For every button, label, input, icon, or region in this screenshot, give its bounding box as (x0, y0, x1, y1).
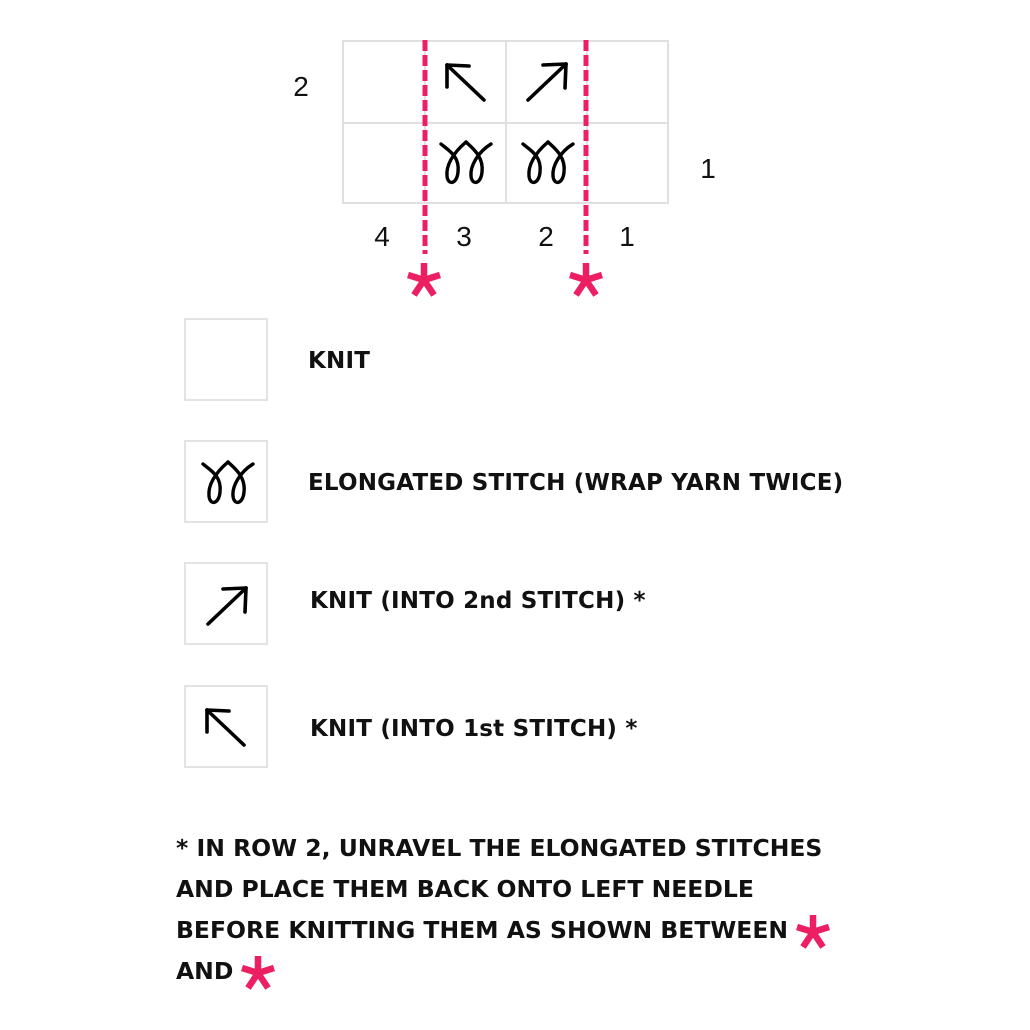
repeat-line-right (581, 40, 591, 254)
footnote (176, 828, 936, 992)
footnote-line-text: AND (176, 957, 234, 985)
footnote-line (176, 910, 936, 951)
stitch-chart-grid (342, 40, 669, 204)
repeat-marker-asterisk-icon (794, 914, 832, 950)
elongated-stitch-icon (200, 458, 256, 510)
footnote-line: AND PLACE THEM BACK ONTO LEFT NEEDLE (176, 875, 754, 903)
legend-symbol-knit (184, 318, 268, 401)
repeat-marker-asterisk-icon (568, 262, 604, 298)
column-label-2: 2 (538, 221, 554, 252)
footnote-line (176, 951, 936, 992)
arrow-up-left-icon (440, 58, 492, 106)
arrow-up-left-icon (200, 703, 252, 751)
legend-label-knit-1st: KNIT (INTO 1st STITCH) * (310, 716, 638, 742)
footnote-line: * IN ROW 2, UNRAVEL THE ELONGATED STITCHES (176, 834, 823, 862)
legend-symbol-knit-2nd (184, 562, 268, 645)
column-label-4: 4 (374, 221, 390, 252)
arrow-up-right-icon (522, 56, 574, 104)
legend-label-knit: KNIT (308, 348, 371, 374)
arrow-up-right-icon (202, 580, 254, 628)
footnote-line-text: BEFORE KNITTING THEM AS SHOWN BETWEEN (176, 916, 789, 944)
row-label-2: 2 (293, 71, 309, 102)
legend-symbol-elongated (184, 440, 268, 523)
repeat-line-left (420, 40, 430, 254)
legend-label-elongated: ELONGATED STITCH (WRAP YARN TWICE) (308, 470, 844, 496)
repeat-marker-asterisk-icon (239, 955, 277, 991)
column-label-3: 3 (456, 221, 472, 252)
row-label-1: 1 (700, 153, 716, 184)
elongated-stitch-icon (520, 138, 576, 190)
elongated-stitch-icon (438, 138, 494, 190)
legend-label-knit-2nd: KNIT (INTO 2nd STITCH) * (310, 588, 646, 614)
grid-divider (344, 122, 667, 124)
repeat-marker-asterisk-icon (406, 262, 442, 298)
column-label-1: 1 (619, 221, 635, 252)
legend-symbol-knit-1st (184, 685, 268, 768)
